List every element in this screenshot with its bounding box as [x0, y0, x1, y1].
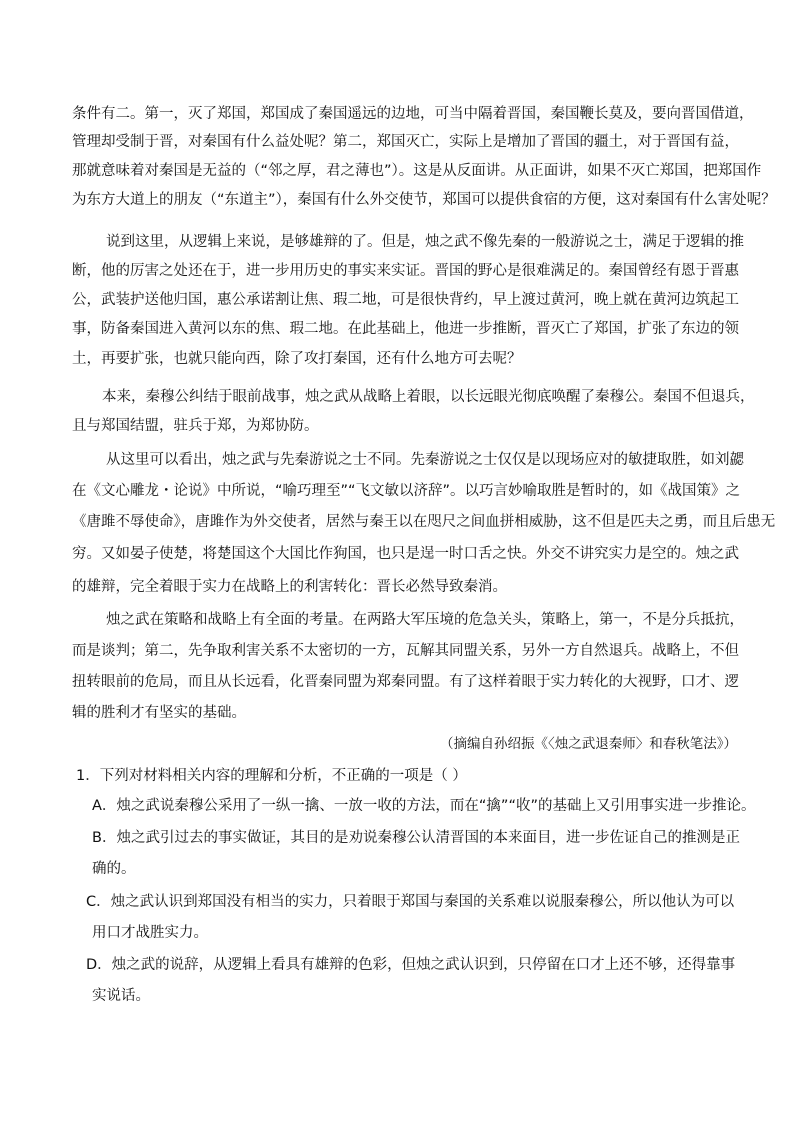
text-line: 管理却受制于晋，对秦国有什么益处呢？第二，郑国灭亡，实际上是增加了晋国的疆土，对于晋国有益，: [72, 134, 739, 150]
text-line: 本来，秦穆公纠结于眼前战事，烛之武从战略上着眼，以长远眼光彻底唤醒了秦穆公。秦国不但退兵，: [102, 389, 755, 405]
text-line: 穷。又如晏子使楚，将楚国这个大国比作狗国，也只是逞一时口舌之快。外交不讲究实力是空的。烛之武: [72, 546, 739, 562]
text-line: 在《文心雕龙・论说》中所说，“喻巧理至”“飞文敏以济辞”。以巧言妙喻取胜是暂时的，如《战国策》之: [72, 483, 741, 499]
option-text: 用口才战胜实力。: [92, 925, 208, 941]
text-line: 事，防备秦国进入黄河以东的焦、瑕二地。在此基础上，他进一步推断，晋灭亡了郑国，扩张了东边的领: [72, 321, 739, 337]
option-text: C．烛之武认识到郑国没有相当的实力，只着眼于郑国与秦国的关系难以说服秦穆公，所以他认为可以: [86, 894, 735, 910]
text-line: 条件有二。第一，灭了郑国，郑国成了秦国遥远的边地，可当中隔着晋国，秦国鞭长莫及，要向晋国借道，: [72, 106, 754, 122]
text-line: 公，武装护送他归国，惠公承诺割让焦、瑕二地，可是很快背约，早上渡过黄河，晚上就在黄河边筑起工: [72, 292, 739, 308]
text-line: 断，他的厉害之处还在于，进一步用历史的事实来实证。晋国的野心是很难满足的。秦国曾经有恩于晋惠: [72, 263, 739, 279]
option-text: 确的。: [92, 861, 136, 877]
text-line: 扭转眼前的危局，而且从长远看，化晋秦同盟为郑秦同盟。有了这样着眼于实力转化的大视野，口才、逻: [72, 674, 739, 690]
option-text: 实说话。: [92, 988, 150, 1004]
text-line: 土，再要扩张，也就只能向西，除了攻打秦国，还有什么地方可去呢？: [72, 351, 522, 367]
text-line: 《唐雎不辱使命》，唐雎作为外交使者，居然与秦王以在咫尺之间血拼相威胁，这不但是匹夫之勇，而且后患无: [72, 514, 776, 530]
option-text: B．烛之武引过去的事实做证，其目的是劝说秦穆公认清晋国的本来面目，进一步佐证自己的推测是正: [92, 830, 740, 846]
option-text: D．烛之武的说辞，从逻辑上看具有雄辩的色彩，但烛之武认识到，只停留在口才上还不够，还得靠事: [86, 957, 736, 973]
text-line: 且与郑国结盟，驻兵于郑，为郑协防。: [72, 418, 319, 434]
text-line: 为东方大道上的朋友（“东道主”），秦国有什么外交使节，郑国可以提供食宿的方便，这对秦国有什么害处呢？: [72, 192, 776, 208]
text-line: 辑的胜利才有坚实的基础。: [72, 705, 246, 721]
option-text: A．烛之武说秦穆公采用了一纵一擒、一放一收的方法，而在“擒”“收”的基础上又引用事实进一步推论。: [92, 798, 756, 814]
source-citation: （摘编自孙绍振《〈烛之武退秦师〉和春秋笔法》）: [440, 736, 737, 752]
text-line: 那就意味着对秦国是无益的（“邻之厚，君之薄也”）。这是从反面讲。从正面讲，如果不灭亡郑国，把郑国作: [72, 163, 762, 179]
text-line: 而是谈判；第二，先争取利害关系不太密切的一方，瓦解其同盟关系，另外一方自然退兵。战略上，不但: [72, 643, 739, 659]
text-line: 的雄辩，完全着眼于实力在战略上的利害转化：晋长必然导致秦消。: [72, 579, 507, 595]
text-line: 说到这里，从逻辑上来说，是够雄辩的了。但是，烛之武不像先秦的一般游说之士，满足于逻辑的推: [106, 234, 744, 250]
question-stem: 1．下列对材料相关内容的理解和分析，不正确的一项是（ ）: [76, 768, 467, 784]
text-line: 烛之武在策略和战略上有全面的考量。在两路大军压境的危急关头，策略上，第一，不是分兵抵抗，: [106, 612, 744, 628]
text-line: 从这里可以看出，烛之武与先秦游说之士不同。先秦游说之士仅仅是以现场应对的敏捷取胜，如刘勰: [106, 452, 744, 468]
